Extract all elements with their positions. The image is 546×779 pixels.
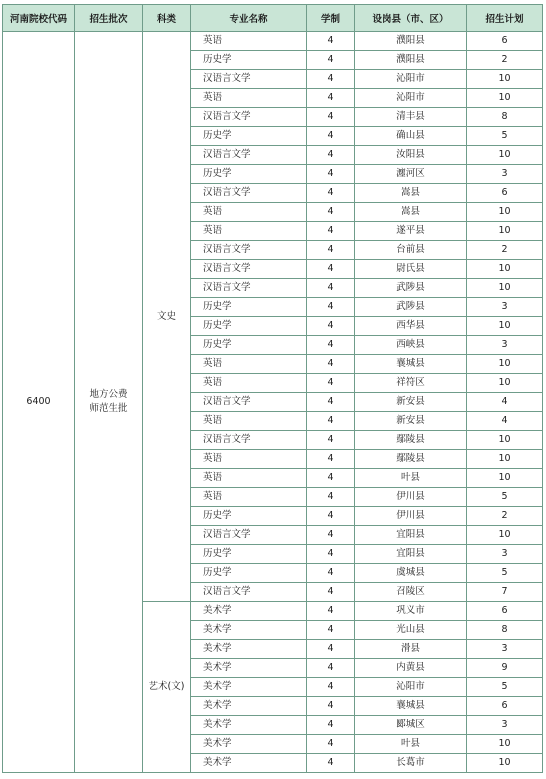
duration-cell: 4	[307, 545, 355, 564]
county-cell: 鄢陵县	[355, 431, 467, 450]
major-cell: 美术学	[191, 678, 307, 697]
plan-cell: 10	[467, 222, 543, 241]
major-cell: 历史学	[191, 165, 307, 184]
major-cell: 历史学	[191, 564, 307, 583]
county-cell: 西华县	[355, 317, 467, 336]
duration-cell: 4	[307, 51, 355, 70]
county-cell: 叶县	[355, 469, 467, 488]
plan-cell: 6	[467, 697, 543, 716]
admission-plan-table	[2, 4, 543, 773]
duration-cell: 4	[307, 260, 355, 279]
major-cell: 历史学	[191, 317, 307, 336]
major-cell: 汉语言文学	[191, 393, 307, 412]
major-cell: 汉语言文学	[191, 241, 307, 260]
duration-cell: 4	[307, 640, 355, 659]
plan-cell: 10	[467, 450, 543, 469]
plan-cell: 2	[467, 241, 543, 260]
table-row	[3, 32, 543, 51]
duration-cell: 4	[307, 697, 355, 716]
duration-cell: 4	[307, 336, 355, 355]
county-cell: 巩义市	[355, 602, 467, 621]
county-cell: 武陟县	[355, 298, 467, 317]
plan-cell: 10	[467, 203, 543, 222]
duration-cell: 4	[307, 735, 355, 754]
duration-cell: 4	[307, 393, 355, 412]
header-duration: 学制	[307, 5, 355, 32]
county-cell: 武陟县	[355, 279, 467, 298]
plan-cell: 10	[467, 279, 543, 298]
duration-cell: 4	[307, 165, 355, 184]
county-cell: 清丰县	[355, 108, 467, 127]
county-cell: 郾城区	[355, 716, 467, 735]
major-cell: 汉语言文学	[191, 526, 307, 545]
county-cell: 新安县	[355, 393, 467, 412]
plan-cell: 2	[467, 507, 543, 526]
duration-cell: 4	[307, 564, 355, 583]
plan-cell: 4	[467, 412, 543, 431]
plan-cell: 10	[467, 735, 543, 754]
duration-cell: 4	[307, 526, 355, 545]
plan-cell: 9	[467, 659, 543, 678]
major-cell: 历史学	[191, 545, 307, 564]
plan-cell: 10	[467, 374, 543, 393]
duration-cell: 4	[307, 431, 355, 450]
header-category: 科类	[143, 5, 191, 32]
duration-cell: 4	[307, 222, 355, 241]
duration-cell: 4	[307, 108, 355, 127]
plan-cell: 10	[467, 754, 543, 773]
plan-cell: 5	[467, 488, 543, 507]
plan-cell: 10	[467, 317, 543, 336]
county-cell: 台前县	[355, 241, 467, 260]
duration-cell: 4	[307, 127, 355, 146]
major-cell: 汉语言文学	[191, 431, 307, 450]
major-cell: 汉语言文学	[191, 108, 307, 127]
plan-cell: 10	[467, 526, 543, 545]
major-cell: 英语	[191, 89, 307, 108]
duration-cell: 4	[307, 298, 355, 317]
plan-cell: 3	[467, 716, 543, 735]
duration-cell: 4	[307, 412, 355, 431]
major-cell: 英语	[191, 222, 307, 241]
plan-cell: 10	[467, 469, 543, 488]
county-cell: 滑县	[355, 640, 467, 659]
major-cell: 美术学	[191, 659, 307, 678]
major-cell: 英语	[191, 32, 307, 51]
plan-cell: 8	[467, 108, 543, 127]
duration-cell: 4	[307, 716, 355, 735]
county-cell: 叶县	[355, 735, 467, 754]
header-major: 专业名称	[191, 5, 307, 32]
major-cell: 英语	[191, 203, 307, 222]
duration-cell: 4	[307, 279, 355, 298]
plan-cell: 4	[467, 393, 543, 412]
plan-cell: 10	[467, 89, 543, 108]
plan-cell: 6	[467, 602, 543, 621]
duration-cell: 4	[307, 621, 355, 640]
duration-cell: 4	[307, 32, 355, 51]
plan-cell: 5	[467, 564, 543, 583]
major-cell: 英语	[191, 469, 307, 488]
duration-cell: 4	[307, 203, 355, 222]
plan-cell: 6	[467, 184, 543, 203]
major-cell: 英语	[191, 374, 307, 393]
duration-cell: 4	[307, 507, 355, 526]
duration-cell: 4	[307, 374, 355, 393]
header-batch: 招生批次	[75, 5, 143, 32]
major-cell: 美术学	[191, 735, 307, 754]
major-cell: 汉语言文学	[191, 184, 307, 203]
county-cell: 新安县	[355, 412, 467, 431]
category-cell: 文史	[143, 32, 191, 602]
batch-cell	[75, 32, 143, 773]
major-cell: 历史学	[191, 507, 307, 526]
plan-cell: 6	[467, 32, 543, 51]
county-cell: 濮阳县	[355, 51, 467, 70]
county-cell: 西峡县	[355, 336, 467, 355]
county-cell: 宜阳县	[355, 526, 467, 545]
plan-cell: 3	[467, 640, 543, 659]
school-code-cell: 6400	[3, 32, 75, 773]
county-cell: 尉氏县	[355, 260, 467, 279]
duration-cell: 4	[307, 70, 355, 89]
county-cell: 伊川县	[355, 507, 467, 526]
major-cell: 汉语言文学	[191, 279, 307, 298]
county-cell: 伊川县	[355, 488, 467, 507]
county-cell: 长葛市	[355, 754, 467, 773]
major-cell: 美术学	[191, 621, 307, 640]
county-cell: 汝阳县	[355, 146, 467, 165]
duration-cell: 4	[307, 146, 355, 165]
duration-cell: 4	[307, 754, 355, 773]
major-cell: 汉语言文学	[191, 146, 307, 165]
duration-cell: 4	[307, 355, 355, 374]
plan-cell: 8	[467, 621, 543, 640]
county-cell: 虞城县	[355, 564, 467, 583]
duration-cell: 4	[307, 659, 355, 678]
major-cell: 历史学	[191, 336, 307, 355]
county-cell: 襄城县	[355, 355, 467, 374]
county-cell: 鄢陵县	[355, 450, 467, 469]
county-cell: 沁阳市	[355, 678, 467, 697]
major-cell: 汉语言文学	[191, 70, 307, 89]
major-cell: 英语	[191, 355, 307, 374]
table-body	[3, 32, 543, 773]
major-cell: 汉语言文学	[191, 583, 307, 602]
plan-cell: 10	[467, 260, 543, 279]
plan-cell: 5	[467, 678, 543, 697]
major-cell: 美术学	[191, 640, 307, 659]
plan-cell: 3	[467, 298, 543, 317]
county-cell: 瀍河区	[355, 165, 467, 184]
plan-cell: 3	[467, 545, 543, 564]
major-cell: 美术学	[191, 716, 307, 735]
duration-cell: 4	[307, 450, 355, 469]
batch-label: 地方公费师范生批	[89, 389, 128, 414]
plan-cell: 10	[467, 431, 543, 450]
major-cell: 历史学	[191, 127, 307, 146]
county-cell: 嵩县	[355, 203, 467, 222]
major-cell: 汉语言文学	[191, 260, 307, 279]
header-county: 设岗县（市、区）	[355, 5, 467, 32]
duration-cell: 4	[307, 469, 355, 488]
category-cell: 艺术(文)	[143, 602, 191, 773]
plan-cell: 2	[467, 51, 543, 70]
duration-cell: 4	[307, 583, 355, 602]
duration-cell: 4	[307, 241, 355, 260]
major-cell: 英语	[191, 488, 307, 507]
plan-cell: 3	[467, 165, 543, 184]
county-cell: 召陵区	[355, 583, 467, 602]
header-plan: 招生计划	[467, 5, 543, 32]
plan-cell: 7	[467, 583, 543, 602]
county-cell: 濮阳县	[355, 32, 467, 51]
duration-cell: 4	[307, 89, 355, 108]
county-cell: 祥符区	[355, 374, 467, 393]
duration-cell: 4	[307, 488, 355, 507]
duration-cell: 4	[307, 317, 355, 336]
county-cell: 遂平县	[355, 222, 467, 241]
major-cell: 英语	[191, 450, 307, 469]
major-cell: 美术学	[191, 602, 307, 621]
plan-cell: 10	[467, 355, 543, 374]
county-cell: 内黄县	[355, 659, 467, 678]
county-cell: 宜阳县	[355, 545, 467, 564]
duration-cell: 4	[307, 184, 355, 203]
county-cell: 嵩县	[355, 184, 467, 203]
admission-table-container	[2, 4, 543, 773]
major-cell: 美术学	[191, 697, 307, 716]
county-cell: 确山县	[355, 127, 467, 146]
plan-cell: 5	[467, 127, 543, 146]
major-cell: 历史学	[191, 51, 307, 70]
major-cell: 历史学	[191, 298, 307, 317]
county-cell: 沁阳市	[355, 89, 467, 108]
header-school-code: 河南院校代码	[3, 5, 75, 32]
plan-cell: 10	[467, 146, 543, 165]
plan-cell: 3	[467, 336, 543, 355]
county-cell: 沁阳市	[355, 70, 467, 89]
plan-cell: 10	[467, 70, 543, 89]
table-header-row	[3, 5, 543, 32]
duration-cell: 4	[307, 678, 355, 697]
duration-cell: 4	[307, 602, 355, 621]
major-cell: 英语	[191, 412, 307, 431]
major-cell: 美术学	[191, 754, 307, 773]
county-cell: 光山县	[355, 621, 467, 640]
county-cell: 襄城县	[355, 697, 467, 716]
